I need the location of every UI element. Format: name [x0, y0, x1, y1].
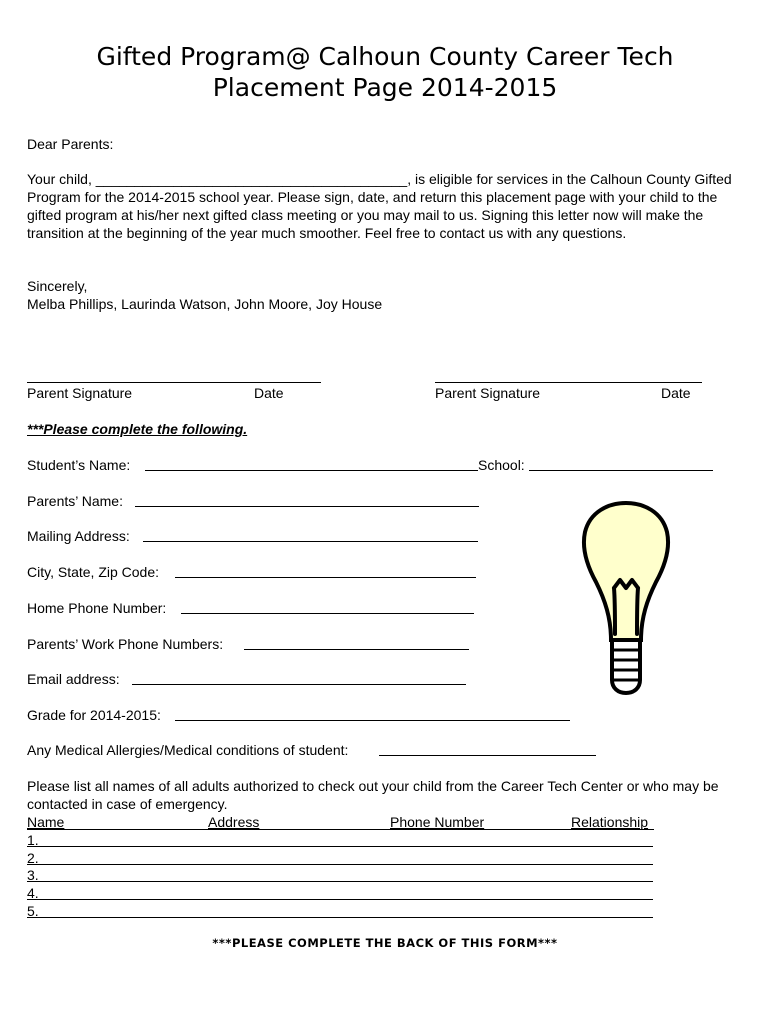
- letter-body-text: , is eligible for services in the Calhoun County Gifted Program for the 2014-2015 school year. Please sign, date, and return this placement page with your child to the gifted program at his/her next gifted class meeting or you may mail to us. Signing this letter now will make the transition at the beginning of the year much smoother. Feel free to contact us with any questions.: [27, 171, 732, 241]
- contact-row-number: 2.: [27, 850, 39, 866]
- email-field[interactable]: [132, 684, 466, 685]
- date-label-right: Date: [661, 385, 691, 401]
- work-phones-label: Parents’ Work Phone Numbers:: [27, 636, 224, 652]
- contact-row-number: 5.: [27, 903, 39, 919]
- closing: Sincerely,: [27, 278, 88, 294]
- contact-row-number: 1.: [27, 832, 39, 848]
- city-state-zip-field[interactable]: [175, 577, 476, 578]
- page-title-line1: Gifted Program@ Calhoun County Career Tech: [96, 42, 674, 71]
- contacts-intro: Please list all names of all adults authorized to check out your child from the Career Tech Center or who may be contacted in case of emergency.: [27, 778, 719, 812]
- mailing-address-label: Mailing Address:: [27, 528, 130, 544]
- contact-row-line[interactable]: [27, 899, 653, 900]
- contacts-header-name: Name: [27, 814, 65, 830]
- contact-row-line[interactable]: [27, 917, 653, 918]
- home-phone-field[interactable]: [181, 613, 474, 614]
- student-name-field[interactable]: [145, 470, 478, 471]
- parents-name-field[interactable]: [135, 506, 479, 507]
- contacts-header-underline: [27, 829, 654, 830]
- contact-row-number: 3.: [27, 867, 39, 883]
- bulb-base: [612, 640, 640, 693]
- work-phones-field[interactable]: [244, 649, 469, 650]
- date-label-left: Date: [254, 385, 284, 401]
- contact-row-line[interactable]: [27, 881, 653, 882]
- footer-note: ***PLEASE COMPLETE THE BACK OF THIS FORM***: [212, 936, 558, 950]
- letter-body: [27, 170, 743, 242]
- instructions-heading: ***Please complete the following.: [27, 421, 248, 437]
- parent-signature-line-left[interactable]: [27, 382, 321, 383]
- medical-field[interactable]: [379, 755, 596, 756]
- contacts-header-relationship: Relationship: [571, 814, 649, 830]
- home-phone-label: Home Phone Number:: [27, 600, 167, 616]
- contacts-header-address: Address: [208, 814, 260, 830]
- city-state-zip-label: City, State, Zip Code:: [27, 564, 160, 580]
- signers: Melba Phillips, Laurinda Watson, John Moore, Joy House: [27, 296, 383, 312]
- light-bulb-icon: [578, 500, 674, 696]
- contact-row-number: 4.: [27, 885, 39, 901]
- grade-field[interactable]: [175, 720, 570, 721]
- parent-signature-label-right: Parent Signature: [435, 385, 541, 401]
- medical-label: Any Medical Allergies/Medical conditions of student:: [27, 742, 349, 758]
- salutation: Dear Parents:: [27, 136, 114, 152]
- student-name-label: Student’s Name:: [27, 457, 131, 473]
- school-label: School:: [478, 457, 525, 473]
- parent-signature-label-left: Parent Signature: [27, 385, 133, 401]
- contact-row-line[interactable]: [27, 864, 653, 865]
- contact-row-line[interactable]: [27, 846, 653, 847]
- school-field[interactable]: [529, 470, 713, 471]
- email-label: Email address:: [27, 671, 120, 687]
- letter-body-prefix: Your child,: [27, 171, 96, 187]
- child-name-blank[interactable]: ________________________________________: [95, 171, 408, 187]
- bulb-glass: [584, 503, 668, 640]
- page-title-line2: Placement Page 2014-2015: [212, 73, 558, 102]
- mailing-address-field[interactable]: [143, 541, 478, 542]
- parents-name-label: Parents’ Name:: [27, 493, 123, 509]
- parent-signature-line-right[interactable]: [435, 382, 702, 383]
- contacts-header-phone: Phone Number: [390, 814, 485, 830]
- grade-label: Grade for 2014-2015:: [27, 707, 161, 723]
